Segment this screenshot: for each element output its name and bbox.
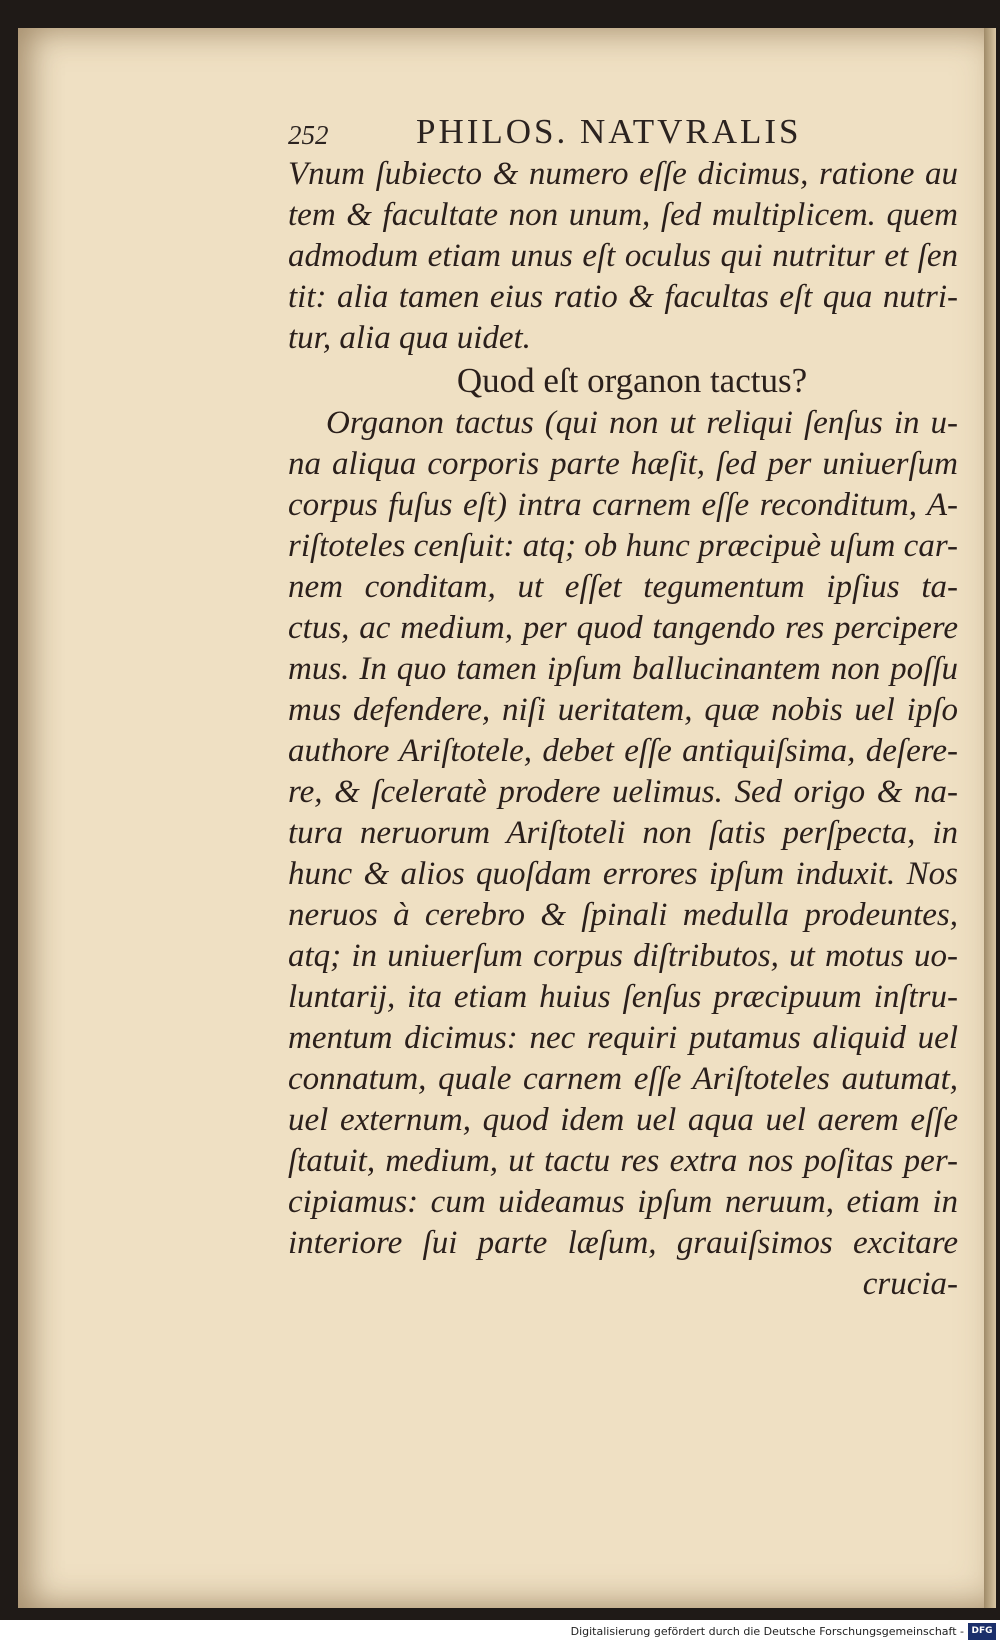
section-heading: Quod eſt organon tactus? [456, 361, 808, 400]
book-page [18, 28, 996, 1608]
text-line: Organon tactus (qui non ut reliqui ſenſus in u- [326, 405, 958, 441]
page-number: 252 [288, 120, 329, 150]
footer-credit: Digitalisierung gefördert durch die Deutsche Forschungsgemeinschaft - [570, 1625, 964, 1638]
text-line: nem conditam, ut eſſet tegumentum ipſius ta- [288, 569, 958, 605]
text-line: neruos à cerebro & ſpinali medulla prodeuntes, [288, 897, 958, 933]
page-edge [984, 28, 996, 1608]
page-text-block [288, 98, 958, 1305]
text-line: corpus fuſus eſt) intra carnem eſſe reconditum, A- [288, 487, 958, 523]
text-line: tura neruorum Ariſtoteli non ſatis perſpecta, in [288, 815, 958, 851]
text-line: riſtoteles cenſuit: atq; ob hunc præcipuè uſum car- [288, 528, 958, 564]
text-line: na aliqua corporis parte hæſit, ſed per uniuerſum [288, 446, 958, 482]
digitization-footer [0, 1620, 1000, 1645]
text-line: Vnum ſubiecto & numero eſſe dicimus, ratione au [288, 156, 958, 192]
text-line: hunc & alios quoſdam errores ipſum induxit. Nos [288, 856, 958, 892]
paragraph-body [288, 403, 958, 1305]
text-line: tur, alia qua uidet. [288, 320, 531, 356]
text-line: connatum, quale carnem eſſe Ariſtoteles autumat, [288, 1061, 958, 1097]
text-line: tem & facultate non unum, ſed multiplicem. quem [288, 197, 958, 233]
dfg-logo-icon: DFG [968, 1623, 996, 1640]
text-line: luntarij, ita etiam huius ſenſus præcipuum inſtru- [288, 979, 958, 1015]
paragraph-continuation [288, 154, 958, 359]
text-line: tit: alia tamen eius ratio & facultas eſt qua nutri- [288, 279, 958, 315]
running-title: PHILOS. NATVRALIS [416, 112, 802, 151]
text-line: ctus, ac medium, per quod tangendo res percipere [288, 610, 958, 646]
text-line: mus. In quo tamen ipſum ballucinantem non poſſu [288, 651, 958, 687]
catchword: crucia- [862, 1266, 958, 1302]
text-line: re, & ſceleratè prodere uelimus. Sed origo & na- [288, 774, 958, 810]
text-line: ſtatuit, medium, ut tactu res extra nos poſitas per- [288, 1143, 958, 1179]
text-line: atq; in uniuerſum corpus diſtributos, ut motus uo- [288, 938, 958, 974]
text-line: interiore ſui parte læſum, grauiſsimos excitare [288, 1225, 958, 1261]
text-line: mus defendere, niſi ueritatem, quæ nobis uel ipſo [288, 692, 958, 728]
text-line: admodum etiam unus eſt oculus qui nutritur et ſen [288, 238, 958, 274]
text-line: cipiamus: cum uideamus ipſum neruum, etiam in [288, 1184, 958, 1220]
text-line: mentum dicimus: nec requiri putamus aliquid uel [288, 1020, 958, 1056]
text-line: uel externum, quod idem uel aqua uel aerem eſſe [288, 1102, 958, 1138]
text-line: authore Ariſtotele, debet eſſe antiquiſsima, deſere- [288, 733, 958, 769]
running-head [288, 98, 958, 154]
